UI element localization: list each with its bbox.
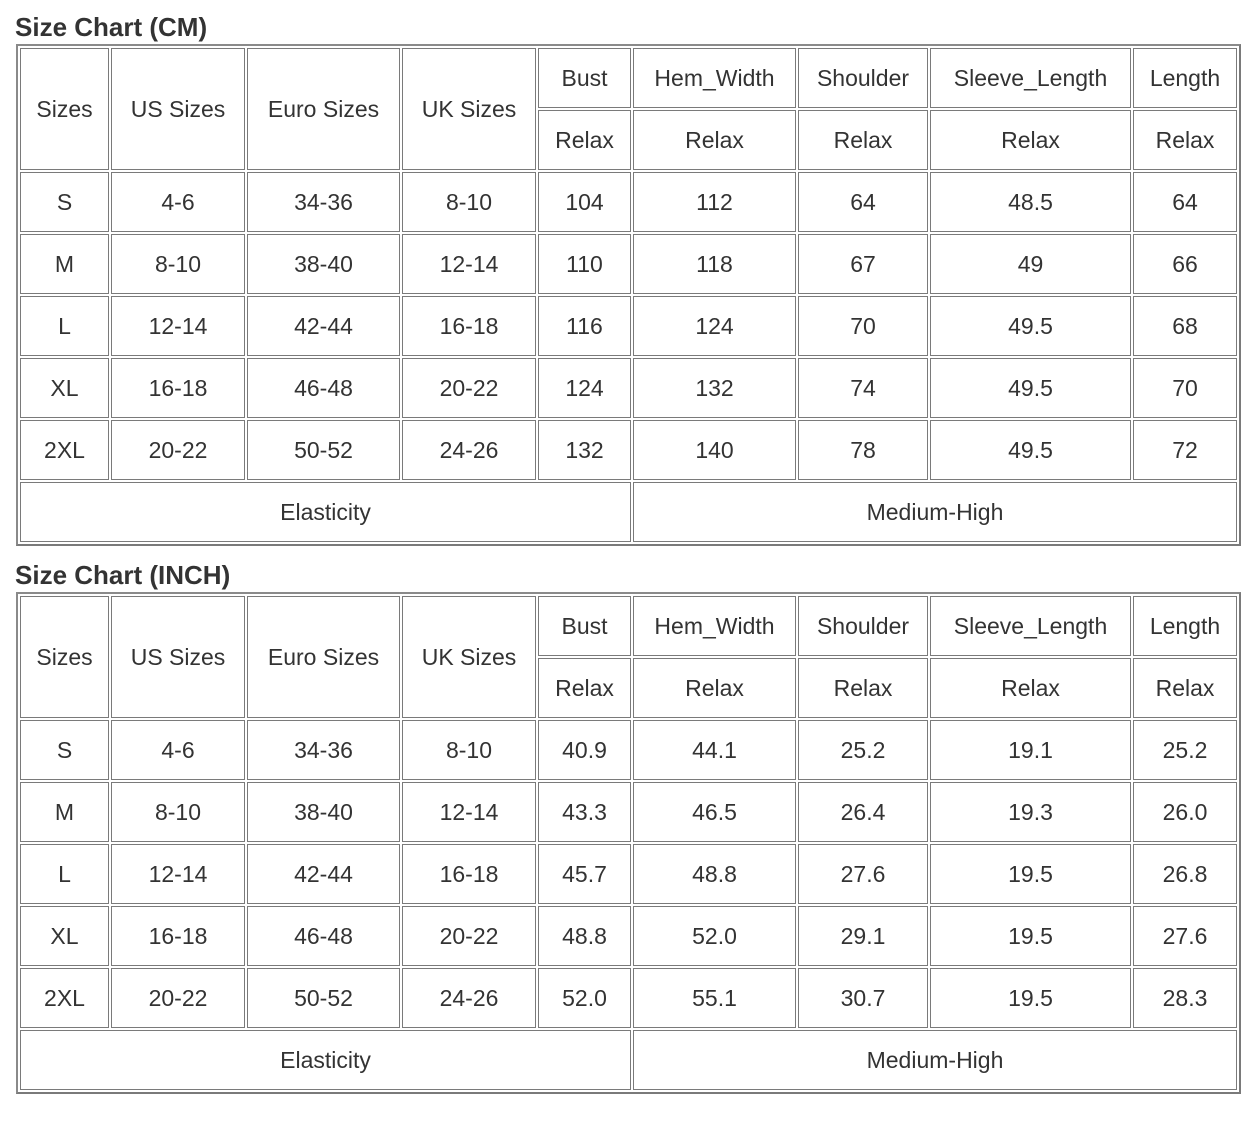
table-cell: 49.5 [930, 420, 1131, 480]
table-cell: 49.5 [930, 296, 1131, 356]
table-cell: 28.3 [1133, 968, 1237, 1028]
table-cell: 38-40 [247, 782, 400, 842]
table-cell: S [20, 172, 109, 232]
table-cell: 132 [633, 358, 796, 418]
subheader-relax: Relax [538, 658, 631, 718]
table-cell: 30.7 [798, 968, 928, 1028]
header-hem-width: Hem_Width [633, 596, 796, 656]
header-row [20, 596, 1237, 656]
size-chart-cm-table [16, 44, 1241, 546]
table-cell: L [20, 296, 109, 356]
table-cell: 8-10 [402, 720, 536, 780]
table-cell: 26.8 [1133, 844, 1237, 904]
table-cell: 26.4 [798, 782, 928, 842]
table-cell: 34-36 [247, 720, 400, 780]
header-length: Length [1133, 596, 1237, 656]
table-cell: M [20, 234, 109, 294]
header-us-sizes: US Sizes [111, 596, 245, 718]
elasticity-label: Elasticity [20, 1030, 631, 1090]
subheader-relax: Relax [930, 110, 1131, 170]
table-cell: 116 [538, 296, 631, 356]
subheader-relax: Relax [798, 110, 928, 170]
table-cell: 8-10 [402, 172, 536, 232]
subheader-relax: Relax [1133, 658, 1237, 718]
table-cell: 50-52 [247, 420, 400, 480]
table-cell: 2XL [20, 968, 109, 1028]
table-cell: 48.8 [538, 906, 631, 966]
subheader-relax: Relax [633, 658, 796, 718]
table-cell: 70 [798, 296, 928, 356]
table-cell: 25.2 [1133, 720, 1237, 780]
table-cell: 112 [633, 172, 796, 232]
table-cell: 24-26 [402, 420, 536, 480]
header-bust: Bust [538, 48, 631, 108]
table-cell: 4-6 [111, 172, 245, 232]
table-cell: 78 [798, 420, 928, 480]
table-row [20, 720, 1237, 780]
table-cell: 29.1 [798, 906, 928, 966]
table-row [20, 358, 1237, 418]
elasticity-value: Medium-High [633, 482, 1237, 542]
header-uk-sizes: UK Sizes [402, 48, 536, 170]
table-cell: 27.6 [1133, 906, 1237, 966]
table-cell: 64 [1133, 172, 1237, 232]
header-bust: Bust [538, 596, 631, 656]
table-cell: 2XL [20, 420, 109, 480]
table-cell: M [20, 782, 109, 842]
table-cell: 55.1 [633, 968, 796, 1028]
table-cell: 46-48 [247, 906, 400, 966]
table-cell: 132 [538, 420, 631, 480]
table-cell: 140 [633, 420, 796, 480]
table-row [20, 844, 1237, 904]
table-cell: 124 [538, 358, 631, 418]
header-sleeve-length: Sleeve_Length [930, 48, 1131, 108]
table-cell: XL [20, 358, 109, 418]
table-cell: 74 [798, 358, 928, 418]
table-cell: 38-40 [247, 234, 400, 294]
table-cell: 16-18 [111, 906, 245, 966]
table-cell: L [20, 844, 109, 904]
table-cell: 70 [1133, 358, 1237, 418]
table-cell: XL [20, 906, 109, 966]
table-cell: 16-18 [111, 358, 245, 418]
table-cell: 124 [633, 296, 796, 356]
table-cell: 42-44 [247, 844, 400, 904]
table-cell: 19.5 [930, 906, 1131, 966]
header-sizes: Sizes [20, 596, 109, 718]
subheader-relax: Relax [930, 658, 1131, 718]
table-cell: 64 [798, 172, 928, 232]
size-chart-cm-title: Size Chart (CM) [15, 12, 208, 42]
elasticity-label: Elasticity [20, 482, 631, 542]
table-cell: 20-22 [402, 906, 536, 966]
table-cell: 45.7 [538, 844, 631, 904]
table-cell: 48.5 [930, 172, 1131, 232]
table-cell: 44.1 [633, 720, 796, 780]
table-row [20, 172, 1237, 232]
subheader-relax: Relax [633, 110, 796, 170]
header-hem-width: Hem_Width [633, 48, 796, 108]
table-cell: 46-48 [247, 358, 400, 418]
header-sizes: Sizes [20, 48, 109, 170]
table-row [20, 782, 1237, 842]
footer-row [20, 482, 1237, 542]
header-length: Length [1133, 48, 1237, 108]
table-cell: 66 [1133, 234, 1237, 294]
table-cell: 118 [633, 234, 796, 294]
table-cell: S [20, 720, 109, 780]
table-cell: 72 [1133, 420, 1237, 480]
table-cell: 12-14 [402, 234, 536, 294]
header-sleeve-length: Sleeve_Length [930, 596, 1131, 656]
footer-row [20, 1030, 1237, 1090]
table-row [20, 968, 1237, 1028]
table-cell: 20-22 [111, 420, 245, 480]
table-cell: 16-18 [402, 296, 536, 356]
table-row [20, 906, 1237, 966]
header-us-sizes: US Sizes [111, 48, 245, 170]
header-euro-sizes: Euro Sizes [247, 48, 400, 170]
size-chart-inch-table [16, 592, 1241, 1094]
table-cell: 49.5 [930, 358, 1131, 418]
table-cell: 19.3 [930, 782, 1131, 842]
table-cell: 26.0 [1133, 782, 1237, 842]
table-cell: 12-14 [402, 782, 536, 842]
table-cell: 110 [538, 234, 631, 294]
size-chart-inch-title: Size Chart (INCH) [15, 560, 231, 590]
table-cell: 20-22 [111, 968, 245, 1028]
table-cell: 25.2 [798, 720, 928, 780]
table-cell: 43.3 [538, 782, 631, 842]
table-cell: 50-52 [247, 968, 400, 1028]
table-cell: 104 [538, 172, 631, 232]
table-cell: 48.8 [633, 844, 796, 904]
table-row [20, 234, 1237, 294]
subheader-relax: Relax [1133, 110, 1237, 170]
table-cell: 12-14 [111, 296, 245, 356]
table-cell: 68 [1133, 296, 1237, 356]
table-cell: 40.9 [538, 720, 631, 780]
table-cell: 16-18 [402, 844, 536, 904]
table-cell: 8-10 [111, 234, 245, 294]
table-cell: 34-36 [247, 172, 400, 232]
table-cell: 19.1 [930, 720, 1131, 780]
table-cell: 27.6 [798, 844, 928, 904]
subheader-relax: Relax [798, 658, 928, 718]
table-cell: 19.5 [930, 968, 1131, 1028]
elasticity-value: Medium-High [633, 1030, 1237, 1090]
table-cell: 67 [798, 234, 928, 294]
table-cell: 4-6 [111, 720, 245, 780]
table-cell: 46.5 [633, 782, 796, 842]
table-cell: 20-22 [402, 358, 536, 418]
table-row [20, 296, 1237, 356]
header-shoulder: Shoulder [798, 48, 928, 108]
table-cell: 52.0 [538, 968, 631, 1028]
table-cell: 19.5 [930, 844, 1131, 904]
header-uk-sizes: UK Sizes [402, 596, 536, 718]
table-cell: 12-14 [111, 844, 245, 904]
table-cell: 8-10 [111, 782, 245, 842]
table-cell: 49 [930, 234, 1131, 294]
table-cell: 42-44 [247, 296, 400, 356]
header-shoulder: Shoulder [798, 596, 928, 656]
table-cell: 52.0 [633, 906, 796, 966]
table-cell: 24-26 [402, 968, 536, 1028]
table-row [20, 420, 1237, 480]
subheader-relax: Relax [538, 110, 631, 170]
header-euro-sizes: Euro Sizes [247, 596, 400, 718]
header-row [20, 48, 1237, 108]
